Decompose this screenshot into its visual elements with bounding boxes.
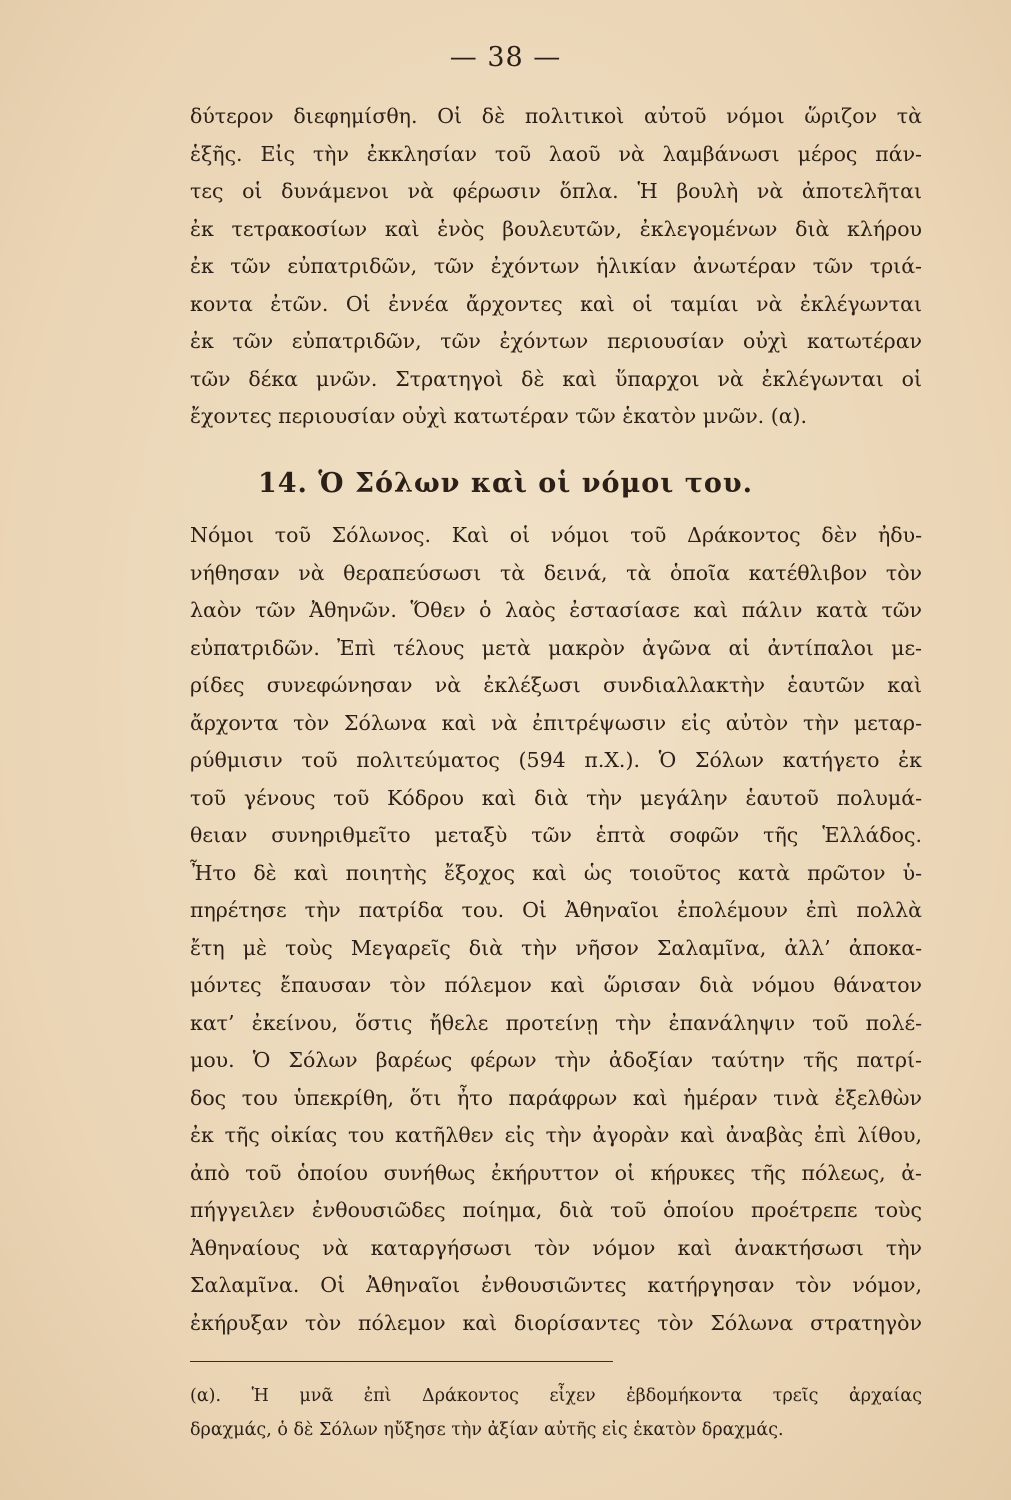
text-line: ἑξῆς. Εἰς τὴν ἐκκλησίαν τοῦ λαοῦ νὰ λαμβάνωσι μέρος πάν- bbox=[190, 141, 922, 166]
text-line: ἄρχοντα τὸν Σόλωνα καὶ νὰ ἐπιτρέψωσιν εἰς αὐτὸν τὴν μεταρ- bbox=[190, 710, 922, 735]
text-line: ρίδες συνεφώνησαν νὰ ἐκλέξωσι συνδιαλλακτὴν ἑαυτῶν καὶ bbox=[190, 673, 922, 697]
text-line: λαὸν τῶν Ἀθηνῶν. Ὅθεν ὁ λαὸς ἐστασίασε καὶ πάλιν κατὰ τῶν bbox=[190, 598, 922, 622]
text-line: ἐκ τετρακοσίων καὶ ἑνὸς βουλευτῶν, ἐκλεγομένων διὰ κλήρου bbox=[190, 216, 922, 241]
text-line: θειαν συνηριθμεῖτο μεταξὺ τῶν ἑπτὰ σοφῶν τῆς Ἑλλάδος. bbox=[190, 823, 922, 847]
text-line: πήγγειλεν ἐνθουσιῶδες ποίημα, διὰ τοῦ ὁποίου προέτρεπε τοὺς bbox=[190, 1198, 922, 1222]
text-line: ἀπὸ τοῦ ὁποίου συνήθως ἐκήρυττον οἱ κήρυκες τῆς πόλεως, ἀ- bbox=[190, 1160, 922, 1185]
text-line: Ἀθηναίους νὰ καταργήσωσι τὸν νόμον καὶ ἀνακτήσωσι τὴν bbox=[190, 1235, 922, 1260]
text-line: ἐκ τῶν εὐπατριδῶν, τῶν ἐχόντων περιουσίαν οὐχὶ κατωτέραν bbox=[190, 329, 922, 353]
text-line: ἔτη μὲ τοὺς Μεγαρεῖς διὰ τὴν νῆσον Σαλαμῖνα, ἀλλ’ ἀποκα- bbox=[190, 935, 922, 960]
text-line: τοῦ γένους τοῦ Κόδρου καὶ διὰ τὴν μεγάλην ἑαυτοῦ πολυμά- bbox=[190, 785, 922, 810]
text-line: τῶν δέκα μνῶν. Στρατηγοὶ δὲ καὶ ὕπαρχοι νὰ ἐκλέγωνται οἱ bbox=[190, 366, 922, 391]
text-line: ἐκήρυξαν τὸν πόλεμον καὶ διορίσαντες τὸν Σόλωνα στρατηγὸν bbox=[190, 1310, 922, 1335]
text-line: νήθησαν νὰ θεραπεύσωσι τὰ δεινά, τὰ ὁποῖα κατέθλιβον τὸν bbox=[190, 560, 922, 585]
text-line: Σαλαμῖνα. Οἱ Ἀθηναῖοι ἐνθουσιῶντες κατήργησαν τὸν νόμον, bbox=[190, 1273, 922, 1297]
text-line: μου. Ὁ Σόλων βαρέως φέρων τὴν ἀδοξίαν ταύτην τῆς πατρί- bbox=[190, 1048, 922, 1072]
footnote-divider bbox=[190, 1361, 613, 1362]
paragraph-laws-of-solon bbox=[190, 517, 922, 1342]
footnote-line: δραχμάς, ὁ δὲ Σόλων ηὔξησε τὴν ἀξίαν αὐτῆς εἰς ἑκατὸν δραχμάς. bbox=[190, 1420, 784, 1440]
text-line: ἐκ τῶν εὐπατριδῶν, τῶν ἐχόντων ἡλικίαν ἀνωτέραν τῶν τριά- bbox=[190, 254, 922, 278]
text-line: μόντες ἔπαυσαν τὸν πόλεμον καὶ ὥρισαν διὰ νόμου θάνατον bbox=[190, 973, 922, 997]
footnote-line: (α). Ἡ μνᾶ ἐπὶ Δράκοντος εἶχεν ἑβδομήκοντα τρεῖς ἀρχαίας bbox=[190, 1386, 922, 1406]
section-heading: 14. Ὁ Σόλων καὶ οἱ νόμοι του. bbox=[257, 468, 754, 499]
page-number: — 38 — bbox=[449, 42, 562, 73]
text-line: Ἦτο δὲ καὶ ποιητὴς ἔξοχος καὶ ὡς τοιοῦτος κατὰ πρῶτον ὑ- bbox=[190, 860, 922, 885]
text-line: πηρέτησε τὴν πατρίδα του. Οἱ Ἀθηναῖοι ἐπολέμουν ἐπὶ πολλὰ bbox=[190, 898, 922, 922]
text-line: τες οἱ δυνάμενοι νὰ φέρωσιν ὅπλα. Ἡ βουλὴ νὰ ἀποτελῆται bbox=[190, 179, 922, 203]
paragraph-laws-of-draco bbox=[190, 98, 922, 436]
text-line: ρύθμισιν τοῦ πολιτεύματος (594 π.Χ.). Ὁ Σόλων κατήγετο ἐκ bbox=[190, 748, 922, 772]
text-line: κοντα ἐτῶν. Οἱ ἐννέα ἄρχοντες καὶ οἱ ταμίαι νὰ ἐκλέγωνται bbox=[190, 291, 922, 316]
text-line: ἔχοντες περιουσίαν οὐχὶ κατωτέραν τῶν ἑκατὸν μνῶν. (α). bbox=[190, 404, 808, 428]
text-line: δος του ὑπεκρίθη, ὅτι ἦτο παράφρων καὶ ἡμέραν τινὰ ἐξελθὼν bbox=[190, 1085, 922, 1110]
text-line: κατ’ ἐκείνου, ὅστις ἤθελε προτείνῃ τὴν ἐπανάληψιν τοῦ πολέ- bbox=[190, 1010, 922, 1035]
text-line: ἐκ τῆς οἰκίας του κατῆλθεν εἰς τὴν ἀγορὰν καὶ ἀναβὰς ἐπὶ λίθου, bbox=[190, 1123, 922, 1147]
text-line: δύτερον διεφημίσθη. Οἱ δὲ πολιτικοὶ αὐτοῦ νόμοι ὥριζον τὰ bbox=[190, 104, 922, 128]
footnote bbox=[190, 1379, 922, 1447]
text-line: εὐπατριδῶν. Ἐπὶ τέλους μετὰ μακρὸν ἀγῶνα αἱ ἀντίπαλοι με- bbox=[190, 635, 922, 660]
text-line: Νόμοι τοῦ Σόλωνος. Καὶ οἱ νόμοι τοῦ Δράκοντος δὲν ἠδυ- bbox=[190, 523, 922, 547]
